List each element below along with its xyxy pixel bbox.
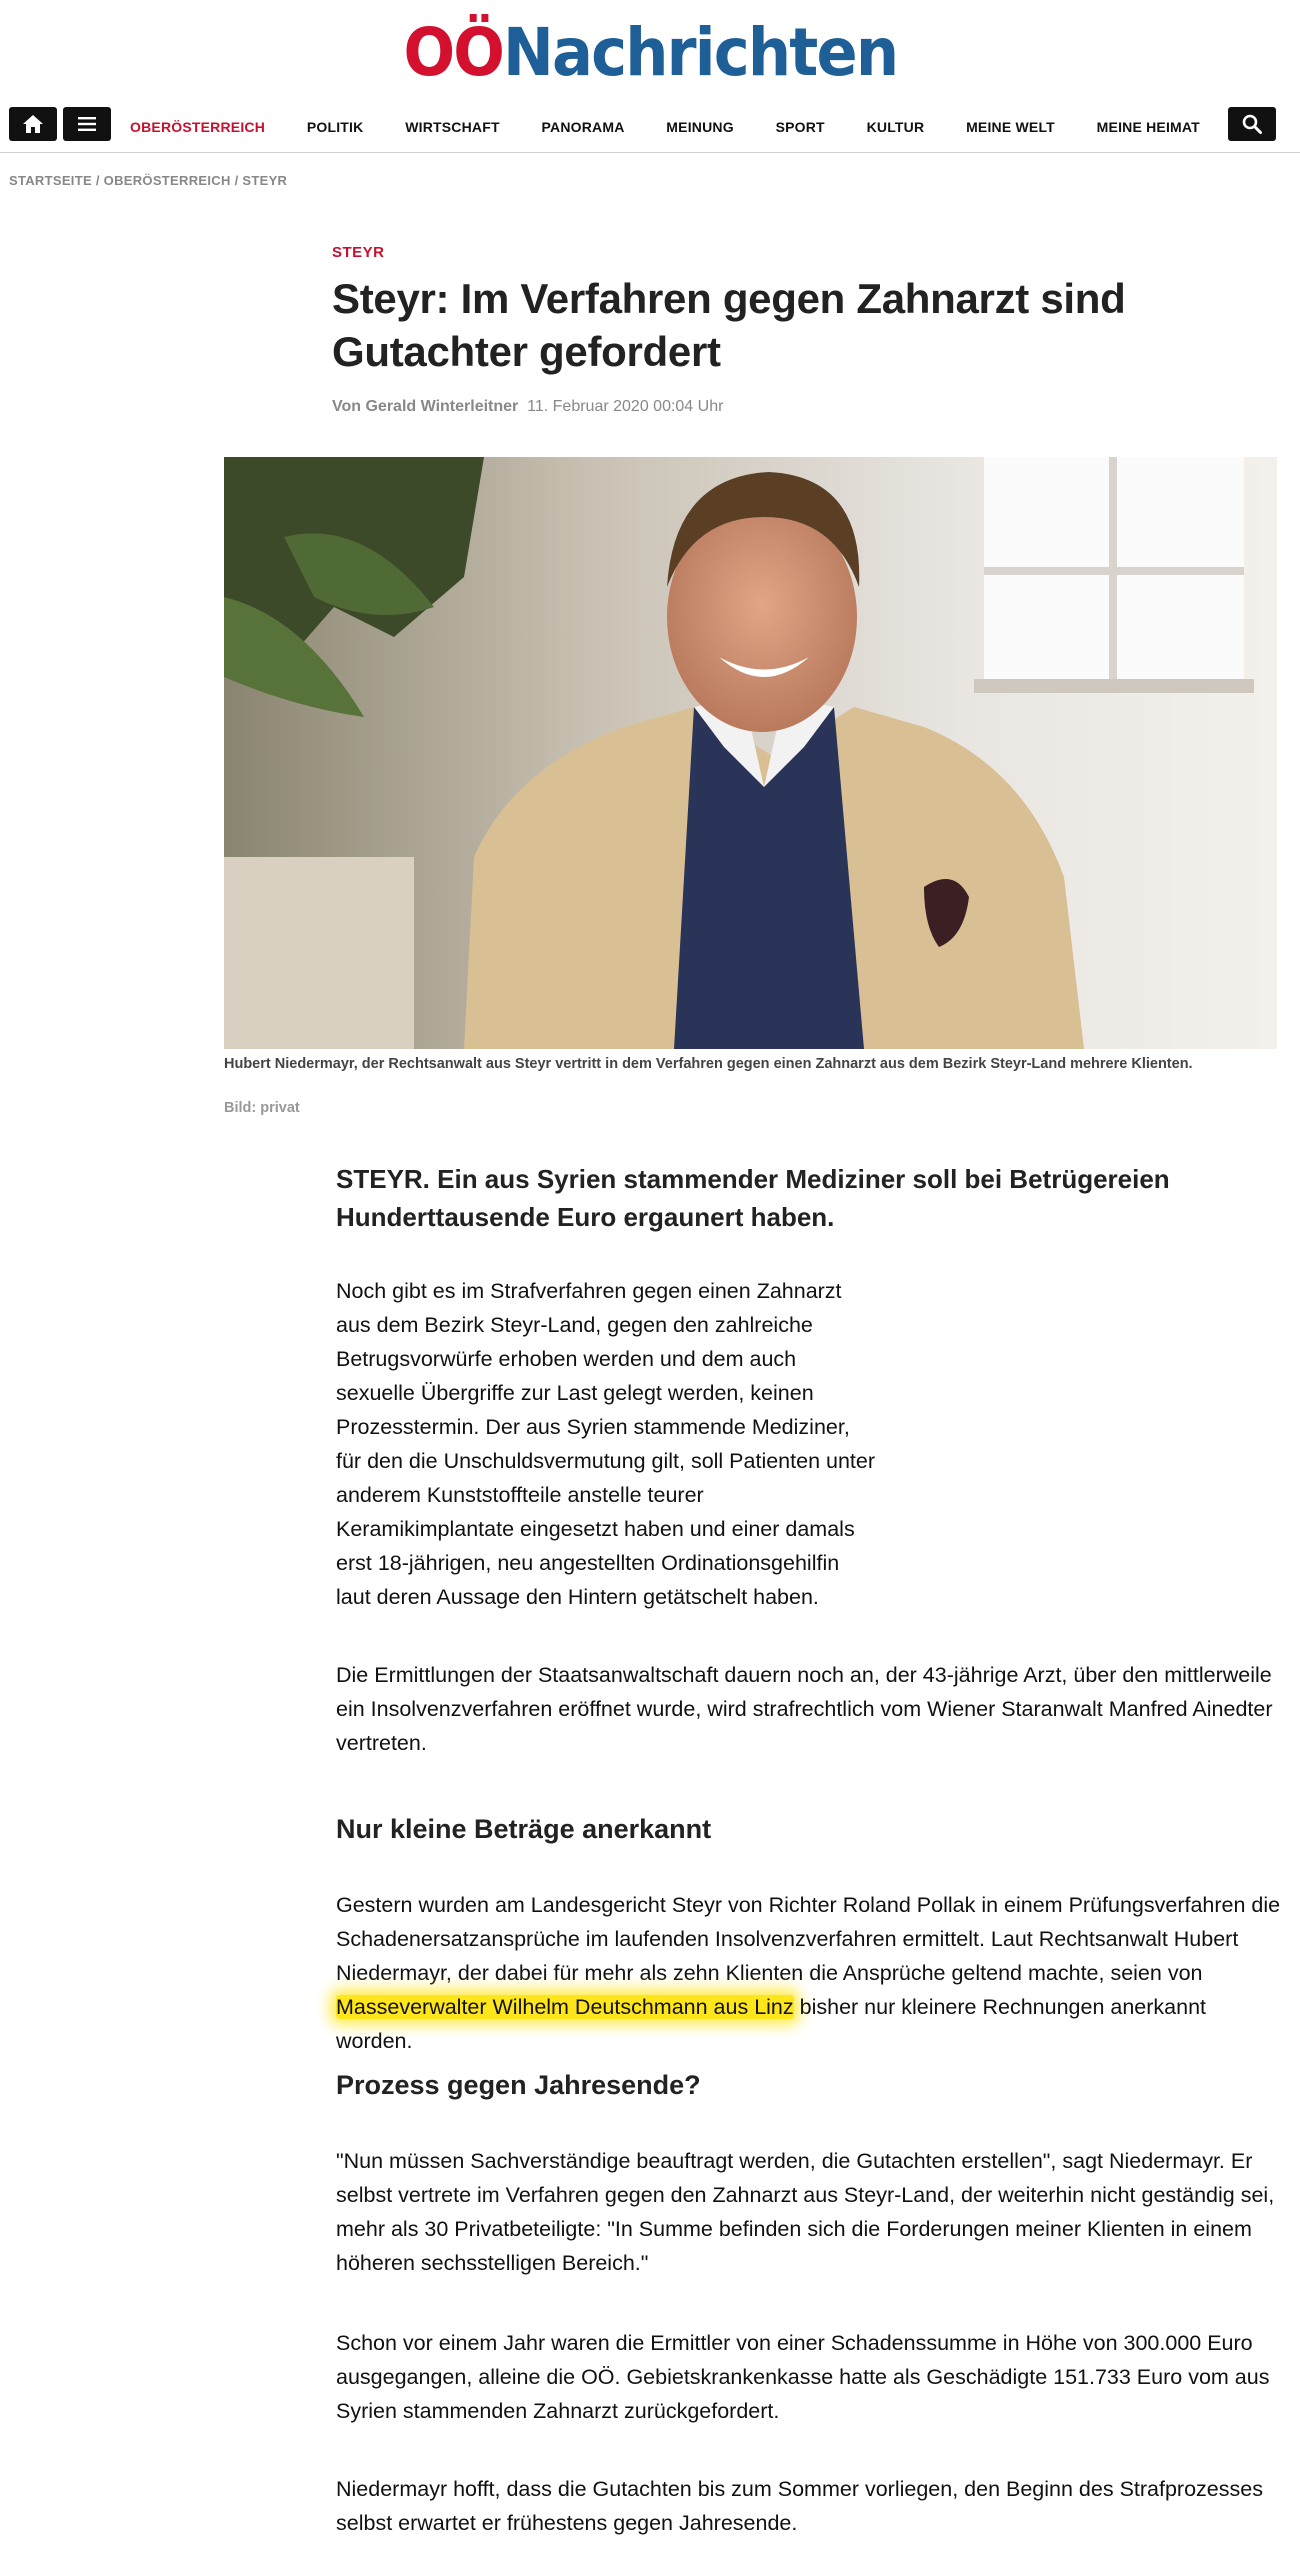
nav-item-panorama[interactable]: PANORAMA bbox=[541, 119, 625, 135]
nav-item-meinung[interactable]: MEINUNG bbox=[666, 119, 734, 135]
article-byline bbox=[332, 398, 723, 416]
article-image bbox=[224, 457, 1277, 1049]
menu-button[interactable] bbox=[63, 107, 111, 141]
article-date: 11. Februar 2020 00:04 Uhr bbox=[527, 398, 724, 415]
nav-item-meine-heimat[interactable]: MEINE HEIMAT bbox=[1096, 119, 1200, 135]
home-button[interactable] bbox=[9, 107, 57, 141]
nav-item-kultur[interactable]: KULTUR bbox=[866, 119, 925, 135]
article-lead: STEYR. Ein aus Syrien stammender Mediziner soll bei Betrügereien Hunderttausende Euro ergaunert haben. bbox=[336, 1164, 1170, 1232]
main-navigation bbox=[0, 102, 1300, 153]
image-caption: Hubert Niedermayr, der Rechtsanwalt aus Steyr vertritt in dem Verfahren gegen einen Zahnarzt aus dem Bezirk Steyr-Land mehrere Klienten. bbox=[224, 1056, 1193, 1072]
nav-item-meine-welt[interactable]: MEINE WELT bbox=[966, 119, 1055, 135]
image-credit: Bild: privat bbox=[224, 1100, 300, 1116]
nav-item-oberoesterreich[interactable]: OBERÖSTERREICH bbox=[130, 119, 266, 135]
site-logo[interactable] bbox=[0, 14, 1300, 94]
search-button[interactable] bbox=[1228, 107, 1276, 141]
logo-nachrichten: Nachrichten bbox=[502, 14, 897, 91]
paragraph-3-text: Gestern wurden am Landesgericht Steyr von Richter Roland Pollak in einem Prüfungsverfahren die Schadenersatzansprüche im laufenden Insolvenzverfahren ermittelt. Laut Rechtsanwalt Hubert Niedermayr, der dabei für mehr als zehn Klienten die Ansprüche geltend machte, seien von bbox=[336, 1893, 1281, 1985]
portrait-photo bbox=[224, 457, 1277, 1049]
paragraph-3-text-end: bisher nur kleinere Rechnungen anerkannt worden. bbox=[336, 1995, 1207, 2053]
breadcrumb[interactable]: STARTSEITE / OBERÖSTERREICH / STEYR bbox=[9, 173, 288, 188]
article-title: Steyr: Im Verfahren gegen Zahnarzt sind Gutachter gefordert bbox=[332, 275, 1126, 375]
nav-item-wirtschaft[interactable]: WIRTSCHAFT bbox=[405, 119, 500, 135]
highlighted-text: Masseverwalter Wilhelm Deutschmann aus Linz bbox=[336, 1995, 794, 2019]
paragraph-6: Niedermayr hofft, dass die Gutachten bis zum Sommer vorliegen, den Beginn des Strafprozesses selbst erwartet er frühestens gegen Jahresende. bbox=[336, 2477, 1263, 2535]
subheading-2: Prozess gegen Jahresende? bbox=[336, 2070, 701, 2100]
home-icon bbox=[21, 112, 45, 136]
paragraph-1: Noch gibt es im Strafverfahren gegen einen Zahnarzt aus dem Bezirk Steyr-Land, gegen den zahlreiche Betrugsvorwürfe erhoben werden und dem auch sexuelle Übergriffe zur Last gelegt werden, keinen Prozesstermin. Der aus Syrien stammende Mediziner, für den die Unschuldsvermutung gilt, soll Patienten unter anderem Kunststoffteile anstelle teurer Keramikimplantate eingesetzt haben und einer damals erst 18-jährigen, neu angestellten Ordinationsgehilfin laut deren Aussage den Hintern getätschelt haben. bbox=[336, 1279, 876, 1609]
paragraph-5: Schon vor einem Jahr waren die Ermittler von einer Schadenssumme in Höhe von 300.000 Euro ausgegangen, alleine die OÖ. Gebietskrankenkasse hatte als Geschädigte 151.733 Euro vom aus Syrien stammenden Zahnarzt zurückgefordert. bbox=[336, 2331, 1270, 2423]
paragraph-3 bbox=[336, 1888, 1281, 2058]
article-kicker[interactable]: STEYR bbox=[332, 244, 385, 261]
nav-items bbox=[130, 102, 1220, 152]
search-icon bbox=[1240, 112, 1264, 136]
nav-item-politik[interactable]: POLITIK bbox=[306, 119, 364, 135]
article-author[interactable]: Von Gerald Winterleitner bbox=[332, 398, 519, 415]
logo-oo: OÖ bbox=[403, 14, 503, 91]
menu-icon bbox=[75, 112, 99, 136]
paragraph-4: "Nun müssen Sachverständige beauftragt werden, die Gutachten erstellen", sagt Niedermayr. Er selbst vertrete im Verfahren gegen den Zahnarzt aus Steyr-Land, der weiterhin nicht geständig sei, mehr als 30 Privatbeteiligte: "In Summe befinden sich die Forderungen meiner Klienten in einem höheren sechsstelligen Bereich." bbox=[336, 2149, 1275, 2275]
subheading-1: Nur kleine Beträge anerkannt bbox=[336, 1814, 712, 1844]
paragraph-2: Die Ermittlungen der Staatsanwaltschaft dauern noch an, der 43-jährige Arzt, über den mittlerweile ein Insolvenzverfahren eröffnet wurde, wird strafrechtlich vom Wiener Staranwalt Manfred Ainedter vertreten. bbox=[336, 1663, 1273, 1755]
nav-item-sport[interactable]: SPORT bbox=[775, 119, 825, 135]
